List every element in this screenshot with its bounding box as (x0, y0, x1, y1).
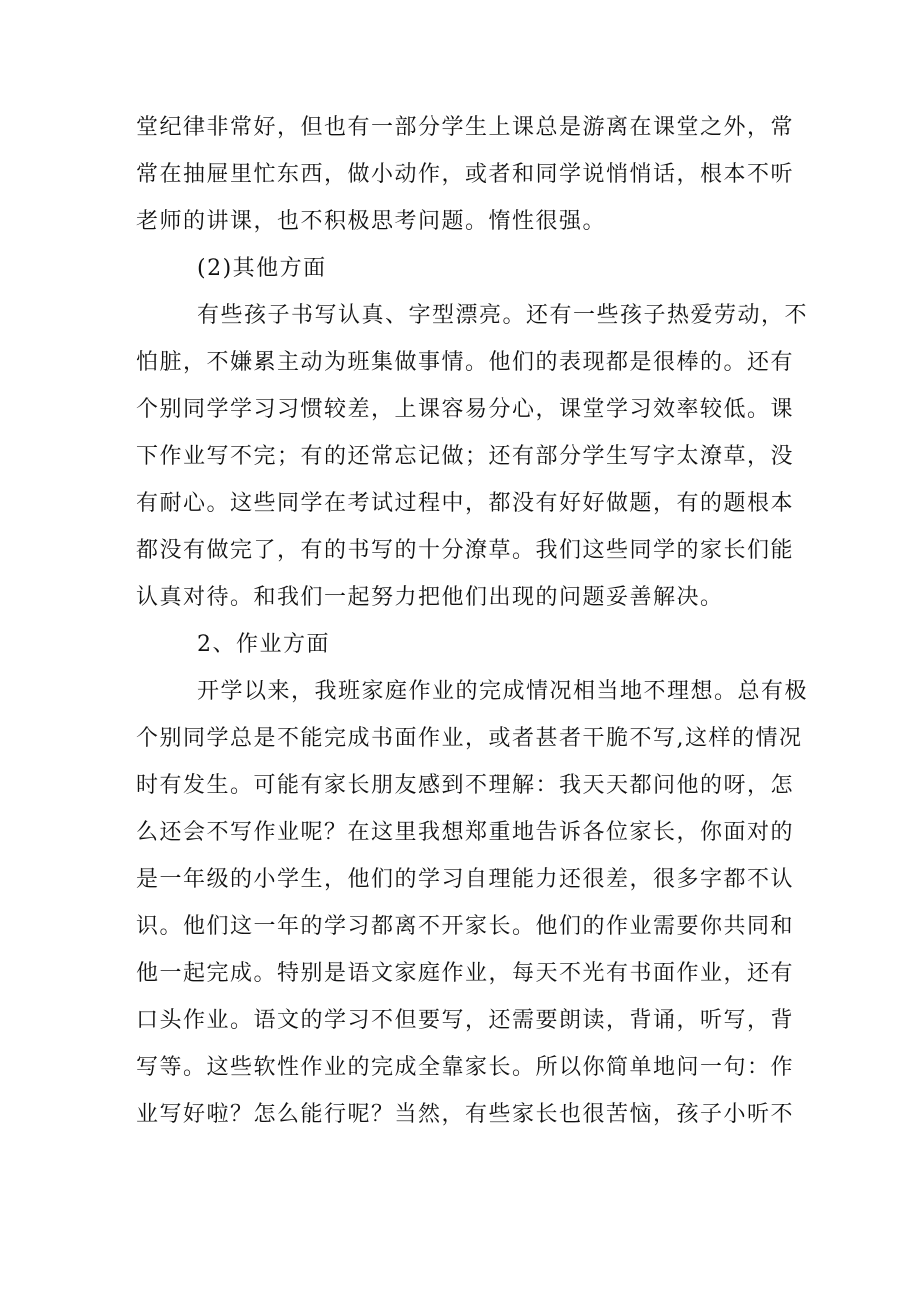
text-line: 个别同学总是不能完成书面作业，或者甚者干脆不写,这样的情况 (136, 726, 803, 751)
text-line: 认真对待。和我们一起努力把他们出现的问题妥善解决。 (136, 585, 724, 610)
text-line: 下作业写不完；有的还常忘记做；还有部分学生写字太潦草，没 (136, 444, 795, 469)
text-line: 么还会不写作业呢？在这里我想郑重地告诉各位家长，你面对的 (136, 820, 795, 845)
text-line: 写等。这些软性作业的完成全靠家长。所以你简单地问一句：作 (136, 1055, 795, 1080)
text-line: 时有发生。可能有家长朋友感到不理解：我天天都问他的呀，怎 (136, 773, 795, 798)
text-line: 堂纪律非常好，但也有一部分学生上课总是游离在课堂之外，常 (136, 115, 795, 140)
text-line: 个别同学学习习惯较差，上课容易分心，课堂学习效率较低。课 (136, 397, 795, 422)
text-line: 识。他们这一年的学习都离不开家长。他们的作业需要你共同和 (136, 914, 795, 939)
text-line: 怕脏，不嫌累主动为班集做事情。他们的表现都是很棒的。还有 (136, 350, 795, 375)
document-body (136, 104, 809, 1138)
text-line: 业写好啦？怎么能行呢？当然，有些家长也很苦恼，孩子小听不 (136, 1102, 795, 1127)
text-line: 是一年级的小学生，他们的学习自理能力还很差，很多字都不认 (136, 867, 795, 892)
text-line: 他一起完成。特别是语文家庭作业，每天不光有书面作业，还有 (136, 961, 795, 986)
paragraph-first-line: 开学以来，我班家庭作业的完成情况相当地不理想。总有极 (197, 679, 809, 704)
text-line: 常在抽屉里忙东西，做小动作，或者和同学说悄悄话，根本不听 (136, 162, 795, 187)
text-line: 老师的讲课，也不积极思考问题。惰性很强。 (136, 209, 607, 234)
section-heading: 2、作业方面 (197, 632, 330, 657)
text-line: 都没有做完了，有的书写的十分潦草。我们这些同学的家长们能 (136, 538, 795, 563)
section-heading: (2)其他方面 (197, 256, 327, 281)
text-line: 有耐心。这些同学在考试过程中，都没有好好做题，有的题根本 (136, 491, 795, 516)
text-line: 口头作业。语文的学习不但要写，还需要朗读，背诵，听写，背 (136, 1008, 795, 1033)
paragraph-first-line: 有些孩子书写认真、字型漂亮。还有一些孩子热爱劳动，不 (197, 303, 809, 328)
